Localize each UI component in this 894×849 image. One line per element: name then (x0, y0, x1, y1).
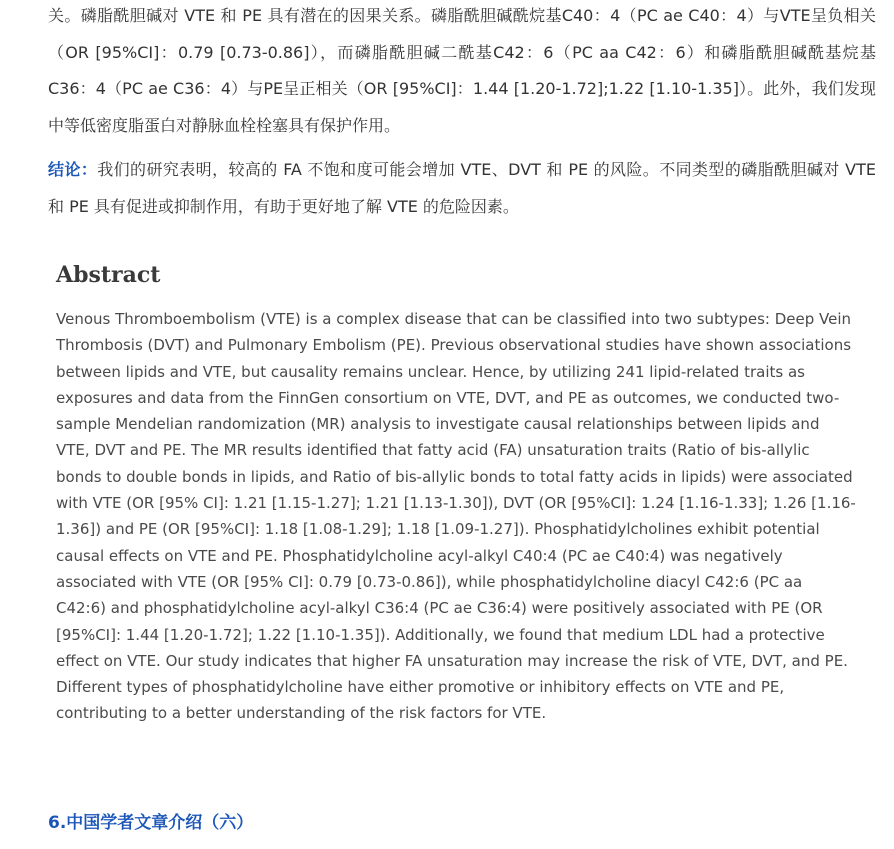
results-text: 关。磷脂酰胆碱对 VTE 和 PE 具有潜在的因果关系。磷脂酰胆碱酰烷基C40：4（PC ae C40：4）与VTE呈负相关（OR [95%CI]：0.79 [0.73-0.86]），而磷脂酰胆碱二酰基C42：6（PC aa C42：6）和磷脂酰胆碱酰基烷基C36：4（PC ae C36：4）与PE呈正相关（OR [95%CI]：1.44 [1.20-1.72];1.22 [1.10-1.35]）。此外，我们发现中等低密度脂蛋白对静脉血栓栓塞具有保护作用。 (48, 6, 876, 135)
results-paragraph-cn (48, 0, 876, 144)
abstract-body: Venous Thromboembolism (VTE) is a complex disease that can be classified into two subtypes: Deep Vein Thrombosis (DVT) and Pulmonary Embolism (PE). Previous observational studies have shown associations between lipids and VTE, but causality remains unclear. Hence, by utilizing 241 lipid-related traits as exposures and data from the FinnGen consortium on VTE, DVT, and PE as outcomes, we conducted two-sample Mendelian randomization (MR) analysis to investigate causal relationships between lipids and VTE, DVT and PE. The MR results identified that fatty acid (FA) unsaturation traits (Ratio of bis-allylic bonds to double bonds in lipids, and Ratio of bis-allylic bonds to total fatty acids in lipids) were associated with VTE (OR [95% CI]: 1.21 [1.15-1.27]; 1.21 [1.13-1.30]), DVT (OR [95%CI]: 1.24 [1.16-1.33]; 1.26 [1.16-1.36]) and PE (OR [95%CI]: 1.18 [1.08-1.29]; 1.18 [1.09-1.27]). Phosphatidylcholines exhibit potential causal effects on VTE and PE. Phosphatidylcholine acyl-alkyl C40:4 (PC ae C40:4) was negatively associated with VTE (OR [95% CI]: 0.79 [0.73-0.86]), while phosphatidylcholine diacyl C42:6 (PC aa C42:6) and phosphatidylcholine acyl-alkyl C36:4 (PC ae C36:4) were positively associated with PE (OR [95%CI]: 1.44 [1.20-1.72]; 1.22 [1.10-1.35]). Additionally, we found that medium LDL had a protective effect on VTE. Our study indicates that higher FA unsaturation may increase the risk of VTE, DVT, and PE. Different types of phosphatidylcholine have either promotive or inhibitory effects on VTE and PE, contributing to a better understanding of the risk factors for VTE. (56, 310, 856, 723)
conclusion-paragraph-cn (48, 152, 876, 225)
conclusion-label: 结论： (48, 160, 98, 179)
section-heading: 6.中国学者文章介绍（六） (48, 813, 254, 833)
abstract-title: Abstract (56, 262, 161, 288)
conclusion-text: 我们的研究表明，较高的 FA 不饱和度可能会增加 VTE、DVT 和 PE 的风险。不同类型的磷脂酰胆碱对 VTE 和 PE 具有促进或抑制作用，有助于更好地了解 VTE 的危险因素。 (48, 160, 876, 216)
